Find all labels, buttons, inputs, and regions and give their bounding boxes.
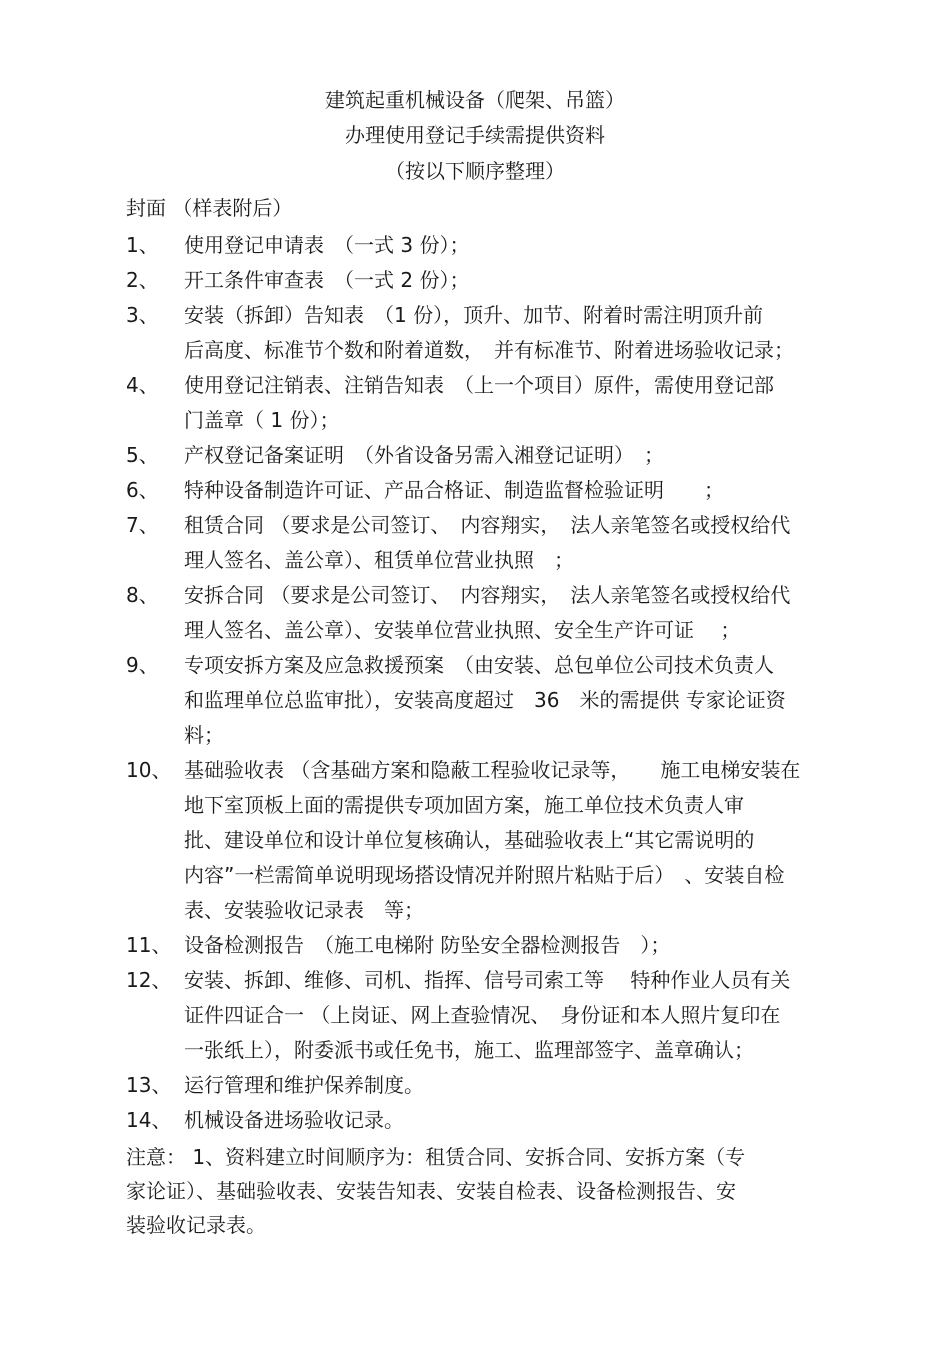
item-text-line: 后高度、标准节个数和附着道数， 并有标准节、附着进场验收记录； (184, 338, 794, 362)
item-text-line: 一张纸上），附委派书或任免书，施工、监理部签字、盖章确认； (184, 1038, 754, 1062)
title-line-1: 建筑起重机械设备（爬架、吊篮） (325, 88, 625, 112)
note-line: 家论证）、基础验收表、安装告知表、安装自检表、设备检测报告、安 (126, 1179, 736, 1203)
item-number: 11、 (126, 933, 172, 957)
item-text (184, 438, 864, 473)
item-text (184, 508, 864, 578)
item-text-line: 批、建设单位和设计单位复核确认，基础验收表上“其它需说明的 (184, 828, 755, 852)
list-item (126, 1103, 866, 1138)
item-number: 7、 (126, 513, 159, 537)
item-number: 9、 (126, 653, 159, 677)
item-number: 1、 (126, 233, 159, 257)
item-text (184, 578, 864, 648)
item-number: 4、 (126, 373, 159, 397)
list-item (126, 228, 866, 263)
item-text-line: 特种设备制造许可证、产品合格证、制造监督检验证明 ； (184, 478, 724, 502)
item-number: 13、 (126, 1073, 172, 1097)
item-text (184, 368, 864, 438)
item-text-line: 运行管理和维护保养制度。 (184, 1073, 424, 1097)
item-text (184, 473, 864, 508)
list-item (126, 1068, 866, 1103)
cover-line: 封面 （样表附后） (126, 196, 293, 220)
item-number: 12、 (126, 968, 172, 992)
item-text-line: 使用登记注销表、注销告知表 （上一个项目）原件，需使用登记部 (184, 373, 774, 397)
note-section (126, 1140, 846, 1242)
item-text-line: 基础验收表 （含基础方案和隐蔽工程验收记录等， 施工电梯安装在 (184, 758, 801, 782)
item-text-line: 设备检测报告 （施工电梯附 防坠安全器检测报告 ）； (184, 933, 671, 957)
item-number: 5、 (126, 443, 159, 467)
item-text (184, 298, 864, 368)
list-item (126, 473, 866, 508)
item-text-line: 安装、拆卸、维修、司机、指挥、信号司索工等 特种作业人员有关 (184, 968, 791, 992)
list-item (126, 753, 866, 928)
list-item (126, 508, 866, 578)
item-text-line: 产权登记备案证明 （外省设备另需入湘登记证明） ； (184, 443, 664, 467)
item-number: 10、 (126, 758, 172, 782)
item-text (184, 928, 864, 963)
note-line: 装验收记录表。 (126, 1213, 266, 1237)
item-text (184, 1103, 864, 1138)
item-number: 2、 (126, 268, 159, 292)
requirements-list (126, 228, 866, 1138)
item-text-line: 专项安拆方案及应急救援预案 （由安装、总包单位公司技术负责人 (184, 653, 774, 677)
list-item (126, 438, 866, 473)
item-text (184, 228, 864, 263)
item-text (184, 263, 864, 298)
item-text-line: 料； (184, 723, 224, 747)
item-number: 6、 (126, 478, 159, 502)
item-text-line: 门盖章（ 1 份）； (184, 408, 340, 432)
list-item (126, 263, 866, 298)
item-text-line: 内容”一栏需简单说明现场搭设情况并附照片粘贴于后） 、安装自检 (184, 863, 785, 887)
item-text-line: 租赁合同 （要求是公司签订、 内容翔实， 法人亲笔签名或授权给代 (184, 513, 791, 537)
item-text-line: 地下室顶板上面的需提供专项加固方案，施工单位技术负责人审 (184, 793, 744, 817)
item-text-line: 和监理单位总监审批），安装高度超过 36 米的需提供 专家论证资 (184, 688, 786, 712)
item-text-line: 机械设备进场验收记录。 (184, 1108, 404, 1132)
list-item (126, 578, 866, 648)
item-text (184, 753, 864, 928)
item-number: 14、 (126, 1108, 172, 1132)
list-item (126, 368, 866, 438)
note-line: 注意： 1、资料建立时间顺序为：租赁合同、安拆合同、安拆方案（专 (126, 1145, 746, 1169)
item-text (184, 648, 864, 753)
item-text (184, 963, 864, 1068)
item-text-line: 理人签名、盖公章）、租赁单位营业执照 ； (184, 548, 574, 572)
item-number: 3、 (126, 303, 159, 327)
list-item (126, 648, 866, 753)
title-line-3: （按以下顺序整理） (385, 159, 565, 183)
item-text-line: 安装（拆卸）告知表 （1 份），顶升、加节、附着时需注明顶升前 (184, 303, 764, 327)
item-text-line: 表、安装验收记录表 等； (184, 898, 424, 922)
list-item (126, 928, 866, 963)
item-number: 8、 (126, 583, 159, 607)
title-line-2: 办理使用登记手续需提供资料 (345, 123, 605, 147)
item-text-line: 证件四证合一 （上岗证、网上查验情况、 身份证和本人照片复印在 (184, 1003, 781, 1027)
item-text-line: 使用登记申请表 （一式 3 份）； (184, 233, 470, 257)
item-text-line: 开工条件审查表 （一式 2 份）； (184, 268, 470, 292)
item-text-line: 理人签名、盖公章）、安装单位营业执照、安全生产许可证 ； (184, 618, 741, 642)
item-text (184, 1068, 864, 1103)
list-item (126, 963, 866, 1068)
list-item (126, 298, 866, 368)
item-text-line: 安拆合同 （要求是公司签订、 内容翔实， 法人亲笔签名或授权给代 (184, 583, 791, 607)
